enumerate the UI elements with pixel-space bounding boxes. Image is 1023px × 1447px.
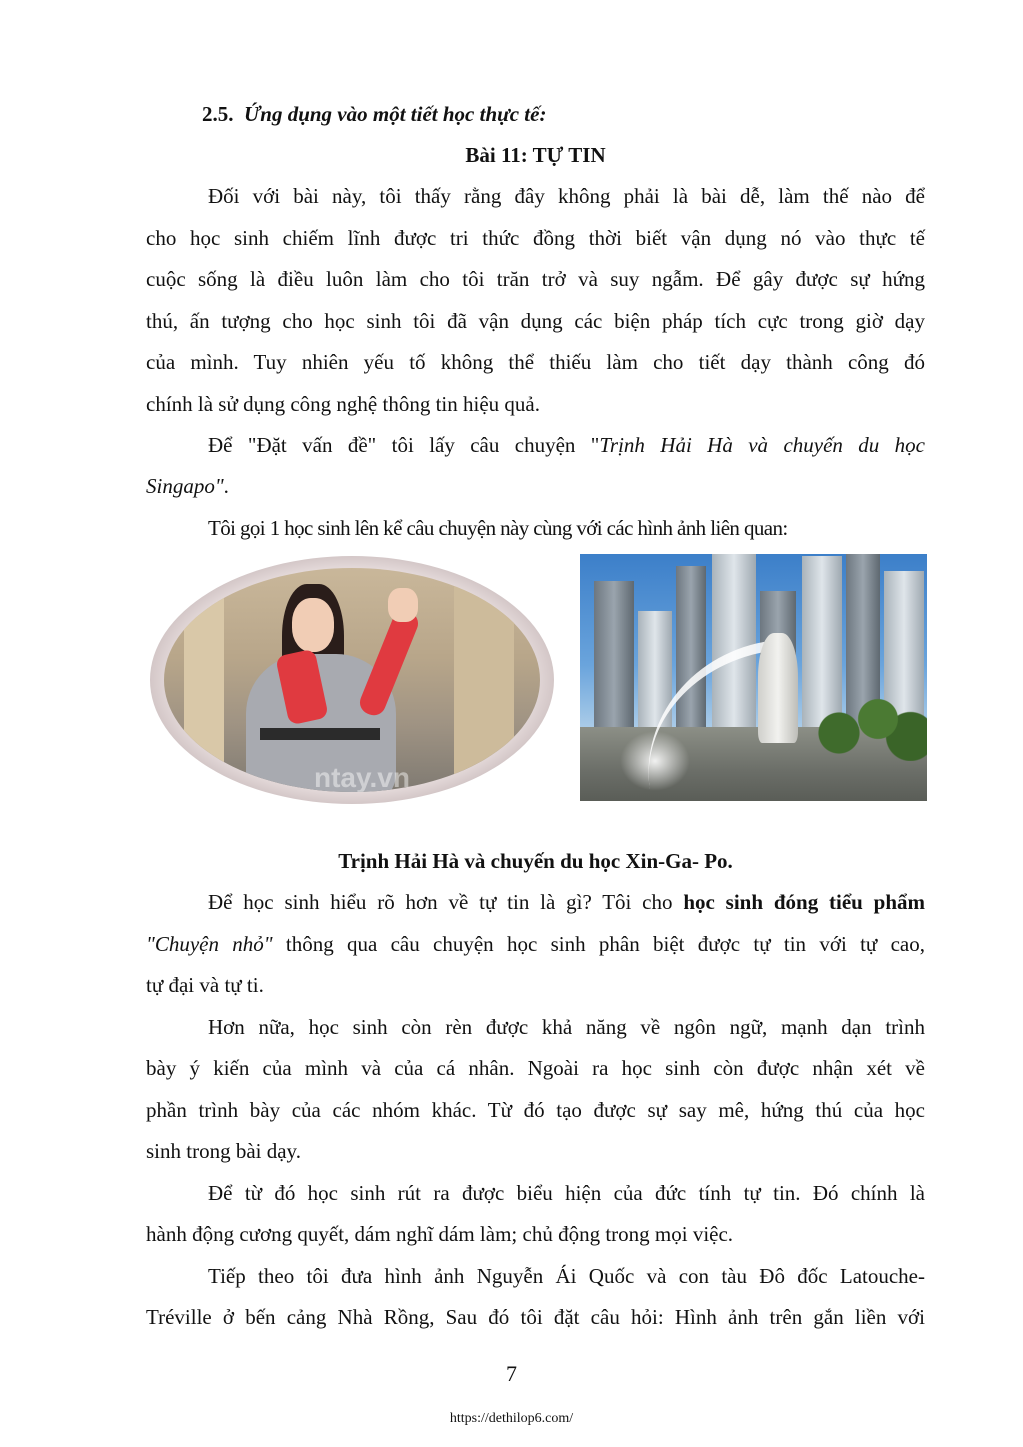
portrait-photo [164, 568, 540, 792]
paragraph-line [208, 888, 925, 916]
paragraph-line: Tiếp theo tôi đưa hình ảnh Nguyễn Ái Quốc và con tàu Đô đốc Latouche- [208, 1264, 925, 1288]
paragraph-line: Tôi gọi 1 học sinh lên kể câu chuyện này cùng với các hình ảnh liên quan: [208, 516, 788, 540]
water-spray [620, 731, 690, 791]
student-portrait-image [150, 556, 554, 804]
section-heading [202, 100, 981, 128]
paragraph-line [146, 930, 925, 958]
paragraph-line: thú, ấn tượng cho học sinh tôi đã vận dụng các biện pháp tích cực trong giờ dạy [146, 309, 925, 333]
skyscraper [594, 581, 634, 731]
lesson-title: Bài 11: TỰ TIN [465, 143, 606, 167]
paragraph-line: chính là sử dụng công nghệ thông tin hiệu quả. [146, 392, 540, 416]
person-hand [388, 588, 418, 622]
paragraph-line: bày ý kiến của mình và của cá nhân. Ngoài ra học sinh còn được nhận xét về [146, 1056, 925, 1080]
paragraph-line: Hơn nữa, học sinh còn rèn được khả năng về ngôn ngữ, mạnh dạn trình [208, 1015, 925, 1039]
paragraph-line: cho học sinh chiếm lĩnh được tri thức đồng thời biết vận dụng nó vào thực tế [146, 226, 925, 250]
person-belt [260, 728, 380, 740]
emphasis-text: học sinh đóng tiểu phẩm [683, 890, 926, 914]
person-face [292, 598, 334, 652]
paragraph-line: Tréville ở bến cảng Nhà Rồng, Sau đó tôi đặt câu hỏi: Hình ảnh trên gắn liền với [146, 1305, 925, 1329]
paragraph-line [208, 431, 925, 459]
footer-url[interactable]: https://dethilop6.com/ [449, 1411, 574, 1426]
paragraph-line: Để từ đó học sinh rút ra được biểu hiện của đức tính tự tin. Đó chính là [208, 1181, 925, 1205]
paragraph-line [146, 472, 925, 500]
background-pillar [454, 568, 514, 792]
text-run: Để học sinh hiểu rõ hơn về tự tin là gì? Tôi cho [208, 890, 684, 914]
image-watermark: ntay.vn [314, 762, 410, 792]
page-number: 7 [506, 1361, 517, 1386]
section-title: Ứng dụng vào một tiết học thực tế: [244, 102, 547, 126]
merlion-statue [758, 633, 798, 743]
trees [800, 691, 927, 761]
paragraph-line: phần trình bày của các nhóm khác. Từ đó tạo được sự say mê, hứng thú của học [146, 1098, 925, 1122]
singapore-skyline-image [580, 554, 927, 801]
section-number: 2.5. [202, 102, 234, 126]
paragraph-line: tự đại và tự ti. [146, 973, 264, 997]
skit-title: "Chuyện nhỏ" [146, 932, 273, 956]
text-run: . [223, 474, 229, 498]
paragraph-line: của mình. Tuy nhiên yếu tố không thể thiếu làm cho tiết dạy thành công đó [146, 350, 925, 374]
paragraph-line: cuộc sống là điều luôn làm cho tôi trăn trở và suy ngẫm. Để gây được sự hứng [146, 267, 925, 291]
paragraph-line: sinh trong bài dạy. [146, 1139, 301, 1163]
text-run: thông qua câu chuyện học sinh phân biệt được tự tin với tự cao, [272, 932, 925, 956]
text-run: Để "Đặt vấn đề" tôi lấy câu chuyện " [208, 433, 600, 457]
paragraph-line: Đối với bài này, tôi thấy rằng đây không phải là bài dễ, làm thế nào để [208, 184, 925, 208]
story-title: Trịnh Hải Hà và chuyến du học [599, 433, 925, 457]
image-caption: Trịnh Hải Hà và chuyến du học Xin-Ga- Po. [338, 849, 733, 873]
background-pillar [184, 568, 224, 792]
story-title-cont: Singapo" [146, 474, 224, 498]
paragraph-line: hành động cương quyết, dám nghĩ dám làm; chủ động trong mọi việc. [146, 1222, 734, 1246]
